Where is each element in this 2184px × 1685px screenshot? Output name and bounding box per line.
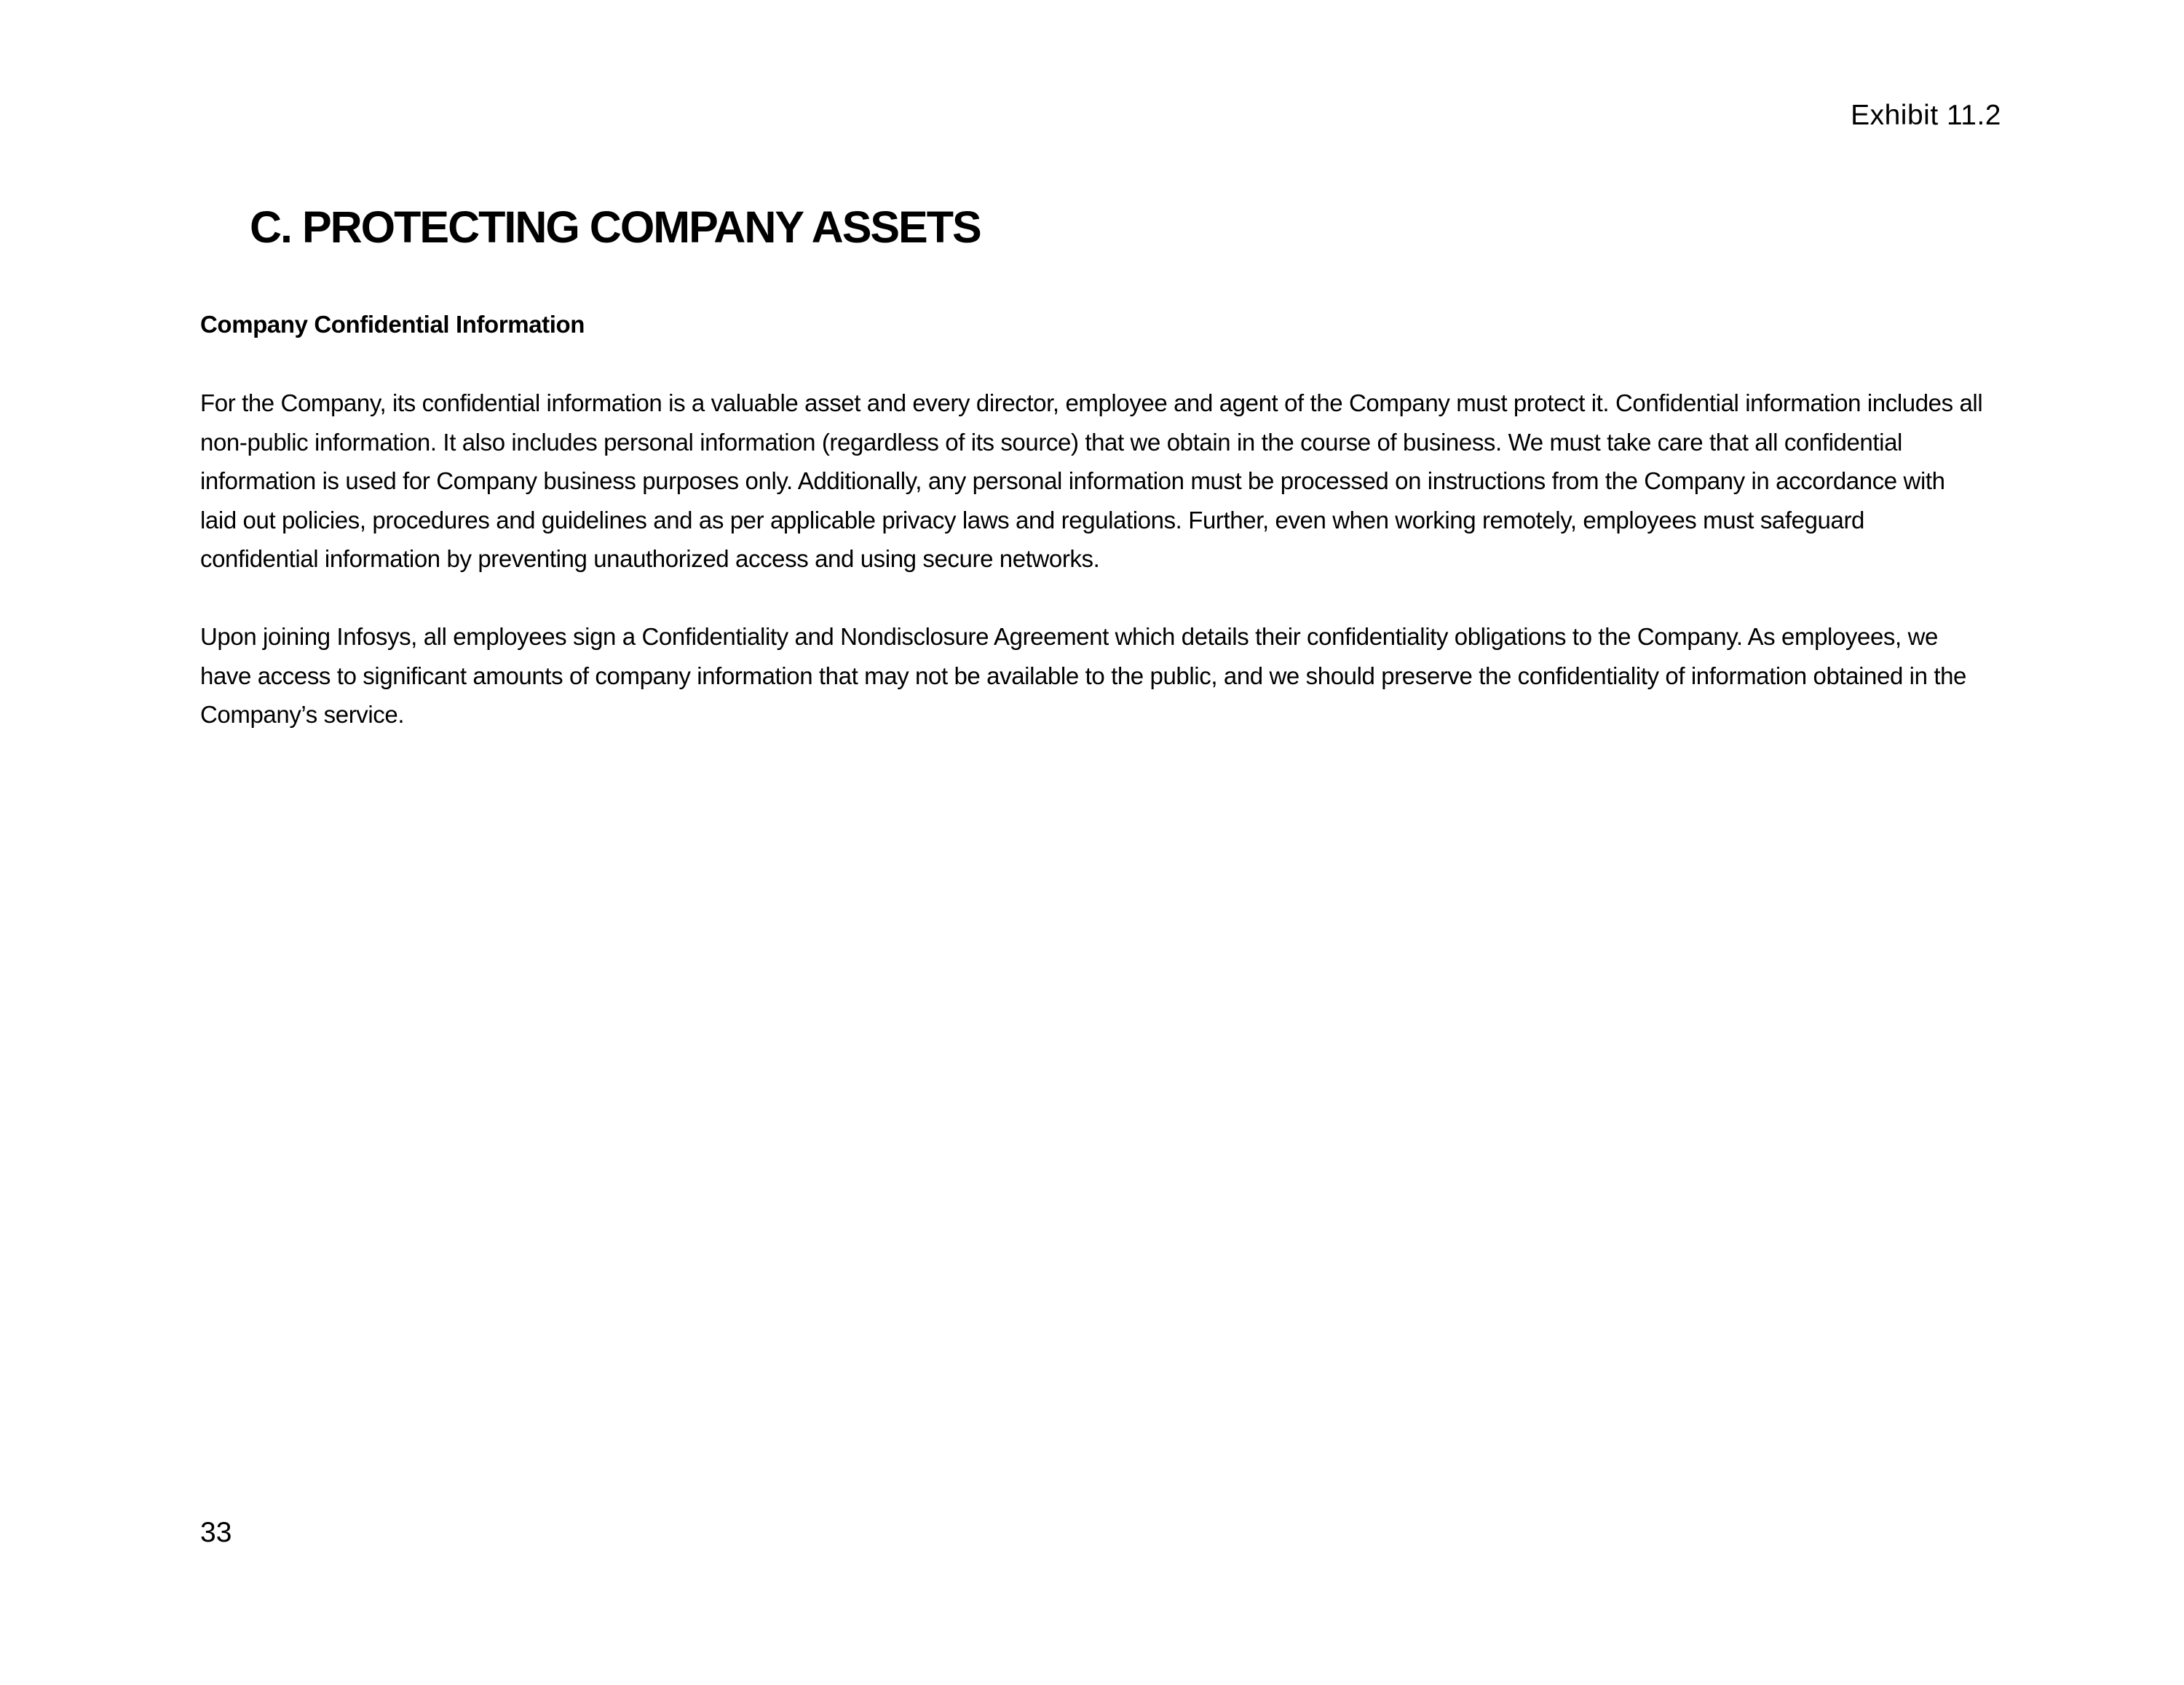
subsection-heading: Company Confidential Information — [200, 311, 585, 338]
nondisclosure-paragraph: Upon joining Infosys, all employees sign a Confidentiality and Nondisclosure Agreement which details their confidentiality obligations to the Company. As employees, we have access to significant amounts of company information that may not be available to the public, and we should preserve the confidentiality of information obtained in the Company’s service. — [200, 623, 1967, 728]
confidential-info-paragraph: For the Company, its confidential information is a valuable asset and every director, employee and agent of the Company must protect it. Confidential information includes all non-public information. It also includes personal information (regardless of its source) that we obtain in the course of business. We must take care that all confidential information is used for Company business purposes only. Additionally, any personal information must be processed on instructions from the Company in accordance with laid out policies, procedures and guidelines and as per applicable privacy laws and regulations. Further, even when working remotely, employees must safeguard confidential information by preventing unauthorized access and using secure networks. — [200, 389, 1983, 572]
exhibit-label: Exhibit 11.2 — [1851, 100, 2001, 131]
page-number: 33 — [200, 1517, 232, 1548]
section-heading: C. PROTECTING COMPANY ASSETS — [250, 202, 981, 252]
